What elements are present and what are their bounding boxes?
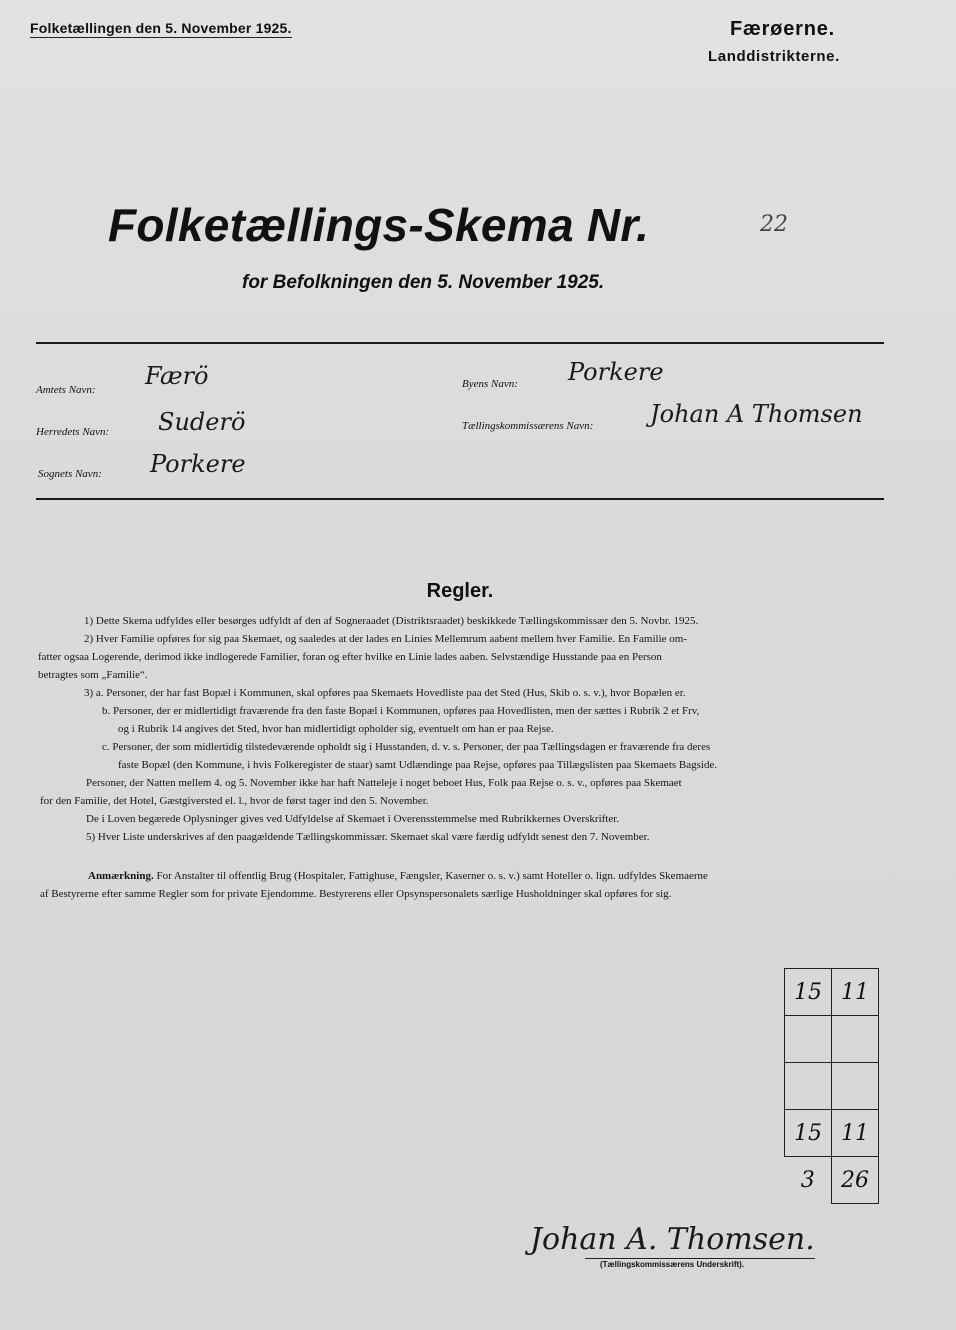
rule-line: faste Bopæl (den Kommune, i hvis Folkeregister de staar) samt Udlændinge paa Rejse, opføres paa Tillægslisten paa Skemaets Bagside. [118, 759, 718, 771]
tally-cell [832, 1063, 879, 1110]
rules-heading: Regler. [426, 580, 494, 602]
signature-line [585, 1258, 815, 1259]
header-region: Færøerne. [730, 18, 836, 40]
rule-line: c. Personer, der som midlertidig tilstedeværende opholdt sig i Husstanden, d. v. s. Personer, der paa Tællingsdagen er fraværende fra deres [102, 741, 711, 753]
rule-line: for den Familie, det Hotel, Gæstgiversted el. l., hvor de først tager ind den 5. November. [40, 795, 429, 807]
tally-cell: 26 [832, 1157, 879, 1204]
herred-label: Herredets Navn: [36, 426, 110, 438]
rule-line: b. Personer, der er midlertidigt fraværende fra den faste Bopæl i Kommunen, opføres paa Hovedlisten, men der sættes i Rubrik 2 et Frv, [102, 705, 700, 717]
kommissaer-value: Johan A Thomsen [650, 400, 863, 428]
tally-cell [832, 1016, 879, 1063]
note-line [88, 870, 708, 883]
herred-value: Suderö [158, 408, 246, 436]
rule-line: og i Rubrik 14 angives det Sted, hvor han midlertidigt opholder sig, eventuelt om han er paa Rejse. [118, 723, 554, 735]
amt-value: Færö [145, 362, 209, 390]
rule-line: betragtes som „Familie“. [38, 669, 148, 681]
rule-line: 5) Hver Liste underskrives af den paagældende Tællingskommissær. Skemaet skal være færdig udfyldt senest den 7. November. [86, 831, 650, 843]
rule-line: 1) Dette Skema udfyldes eller besørges udfyldt af den af Sogneraadet (Distriktsraadet) beskikkede Tællingskommissær den 5. Novbr. 1925. [84, 615, 699, 627]
divider-bottom [36, 498, 884, 500]
tally-box [784, 968, 880, 1204]
tally-cell [785, 1016, 832, 1063]
note-text: For Anstalter til offentlig Brug (Hospitaler, Fattighuse, Fængsler, Kaserner o. s. v.) samt Hoteller o. lign. udfyldes Skemaerne [156, 870, 708, 882]
tally-cell: 15 [785, 969, 832, 1016]
header-census-date: Folketællingen den 5. November 1925. [30, 20, 292, 36]
tally-cell: 11 [832, 969, 879, 1016]
signature: Johan A. Thomsen. [530, 1222, 815, 1257]
form-title: Folketællings-Skema Nr. [108, 199, 650, 251]
tally-cell: 11 [832, 1110, 879, 1157]
rule-line: Personer, der Natten mellem 4. og 5. November ikke har haft Natteleje i noget beboet Hus, Folk paa Rejse o. s. v., opføres paa Skemaet [86, 777, 682, 789]
rule-line: 2) Hver Familie opføres for sig paa Skemaet, og saaledes at der lades en Linies Mellemrum aabent mellem hver Familie. En Familie om- [84, 633, 687, 645]
note-label: Anmærkning. [88, 870, 154, 882]
by-value: Porkere [568, 358, 664, 386]
by-label: Byens Navn: [462, 378, 518, 390]
note-line-2: af Bestyrerne efter samme Regler som for private Ejendomme. Bestyrerens eller Opsynspersonalets særlige Husholdninger skal opføres for sig. [40, 888, 672, 900]
form-subtitle: for Befolkningen den 5. November 1925. [242, 272, 605, 293]
divider-top [36, 342, 884, 344]
kommissaer-label: Tællingskommissærens Navn: [462, 420, 594, 432]
amt-label: Amtets Navn: [36, 384, 96, 396]
sogn-label: Sognets Navn: [38, 468, 102, 480]
rule-line: De i Loven begærede Oplysninger gives ved Udfyldelse af Skemaet i Overensstemmelse med Rubrikkernes Overskrifter. [86, 813, 620, 825]
tally-cell: 15 [785, 1110, 832, 1157]
rule-line: fatter ogsaa Logerende, derimod ikke indlogerede Familier, foran og efter hvilke en Linie lades aaben. Selvstændige Husstande paa en Person [38, 651, 662, 663]
signature-caption: (Tællingskommissærens Underskrift). [600, 1260, 745, 1269]
tally-cell: 3 [800, 1167, 815, 1193]
rule-line: 3) a. Personer, der har fast Bopæl i Kommunen, skal opføres paa Skemaets Hovedliste paa det Sted (Hus, Skib o. s. v.), hvor Bopælen er. [84, 687, 686, 699]
tally-table [784, 968, 879, 1204]
tally-cell [785, 1063, 832, 1110]
sogn-value: Porkere [150, 450, 246, 478]
header-district-type: Landdistrikterne. [708, 48, 840, 65]
form-number: 22 [760, 212, 788, 237]
